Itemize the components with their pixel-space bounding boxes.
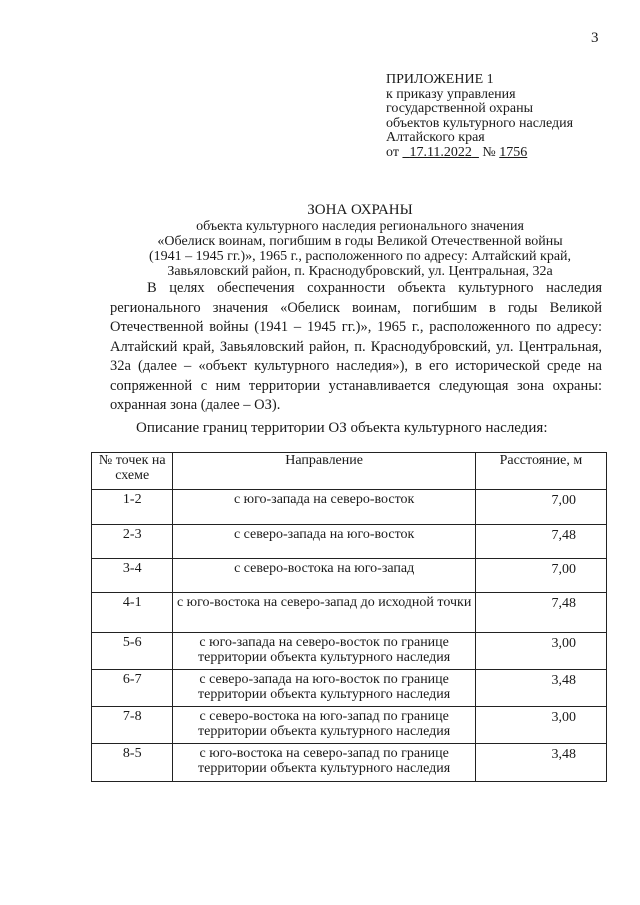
appendix-heading: ПРИЛОЖЕНИЕ 1 [386,72,494,87]
distance-cell: 3,48 [475,744,606,782]
page-number: 3 [591,30,599,46]
direction-cell: с юго-запада на северо-восток [173,490,475,525]
header-points: № точек на схеме [92,453,173,490]
title-line: «Обелиск воинам, погибшим в годы Великой Отечественной войны [157,234,563,249]
point-cell: 7-8 [92,707,173,744]
appendix-date-line [386,146,616,161]
date-prefix: от [386,144,399,160]
order-date: 17.11.2022 [409,144,472,160]
appendix-line: государственной охраны [386,101,534,116]
distance-cell: 3,00 [475,707,606,744]
title-main: ЗОНА ОХРАНЫ [307,202,413,218]
table-caption: Описание границ территории ОЗ объекта культурного наследия: [136,420,548,436]
table-row [92,670,607,707]
body-paragraph: В целях обеспечения сохранности объекта культурного наследия регионального значения «Обелиск воинам, погибшим в годы Великой Отечественной войны (1941 – 1945 гг.)», 1965 г., расположенного по адресу: Алтайский край, Завьяловский район, п. Краснодубровский, ул. Центральная, 32а (далее – «объект культурного наследия»), в его исторической среде на сопряженной с ним территории устанавливается следующая зона охраны: охранная зона (далее – ОЗ). [110,280,602,413]
direction-cell: с юго-запада на северо-восток по границе территории объекта культурного наследия [173,633,475,670]
appendix-block [386,73,616,160]
number-prefix: № [482,144,496,160]
table-header-row [92,453,607,490]
title-line: (1941 – 1945 гг.)», 1965 г., расположенного по адресу: Алтайский край, [148,249,572,264]
point-cell: 6-7 [92,670,173,707]
document-title [110,202,610,279]
table-row [92,707,607,744]
order-number: 1756 [499,144,528,160]
direction-cell: с северо-запада на юго-восток [173,525,475,559]
distance-cell: 7,48 [475,593,606,633]
table-row [92,633,607,670]
distance-cell: 3,00 [475,633,606,670]
header-distance: Расстояние, м [475,453,606,490]
header-direction: Направление [173,453,475,490]
direction-cell: с северо-востока на юго-запад [173,559,475,593]
point-cell: 4-1 [92,593,173,633]
point-cell: 1-2 [92,490,173,525]
table-row [92,525,607,559]
appendix-line: к приказу управления [386,86,516,102]
distance-cell: 7,48 [475,525,606,559]
point-cell: 8-5 [92,744,173,782]
table-row [92,593,607,633]
distance-cell: 7,00 [475,490,606,525]
direction-cell: с северо-востока на юго-запад по границе территории объекта культурного наследия [173,707,475,744]
boundaries-table [91,452,607,782]
point-cell: 2-3 [92,525,173,559]
table-row [92,744,607,782]
body-paragraph-block [110,279,602,416]
point-cell: 5-6 [92,633,173,670]
title-line: объекта культурного наследия регионального значения [196,219,524,234]
table-row [92,490,607,525]
appendix-line: Алтайского края [386,130,485,145]
distance-cell: 7,00 [475,559,606,593]
direction-cell: с юго-востока на северо-запад по границе территории объекта культурного наследия [173,744,475,782]
title-line: Завьяловский район, п. Краснодубровский, ул. Центральная, 32а [167,264,553,279]
distance-cell: 3,48 [475,670,606,707]
direction-cell: с северо-запада на юго-восток по границе территории объекта культурного наследия [173,670,475,707]
direction-cell: с юго-востока на северо-запад до исходной точки [173,593,475,633]
table-row [92,559,607,593]
point-cell: 3-4 [92,559,173,593]
appendix-line: объектов культурного наследия [386,115,574,131]
